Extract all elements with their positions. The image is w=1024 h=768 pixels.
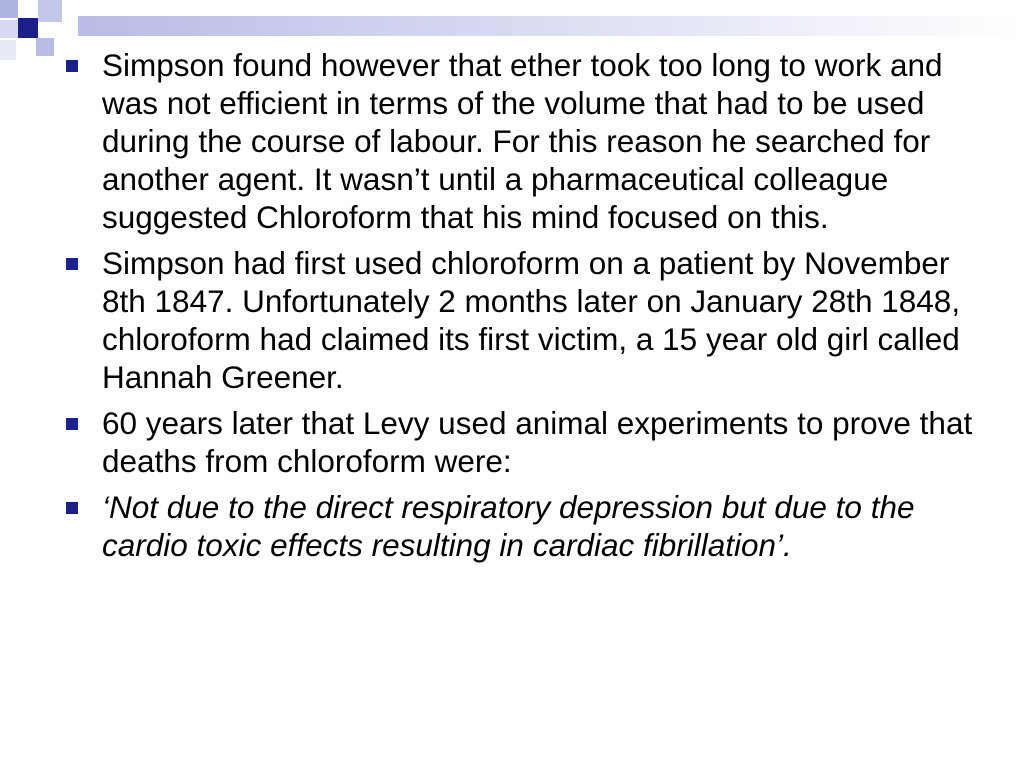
decor-square-accent <box>18 18 38 38</box>
decor-square <box>36 38 54 56</box>
header-gradient-bar <box>78 16 1024 36</box>
bullet-text-quote: ‘Not due to the direct respiratory depression but due to the cardio toxic effects resulting in cardiac fibrillation’. <box>102 489 915 563</box>
square-bullet-icon <box>66 60 78 72</box>
bullet-text: 60 years later that Levy used animal experiments to prove that deaths from chloroform were: <box>102 405 973 479</box>
decor-square <box>18 0 36 18</box>
decor-square <box>38 0 62 22</box>
decor-square <box>0 40 16 60</box>
bullet-list <box>62 46 992 572</box>
bullet-item <box>62 404 992 480</box>
square-bullet-icon <box>66 258 78 270</box>
bullet-item <box>62 46 992 236</box>
bullet-item <box>62 488 992 564</box>
square-bullet-icon <box>66 502 78 514</box>
bullet-item <box>62 244 992 396</box>
bullet-text: Simpson found however that ether took too long to work and was not efficient in terms of the volume that had to be used during the course of labour. For this reason he searched for another agent. It wasn’t until a pharmaceutical colleague suggested Chloroform that his mind focused on this. <box>102 47 943 235</box>
decor-square <box>0 20 18 38</box>
square-bullet-icon <box>66 418 78 430</box>
decor-square <box>0 0 18 18</box>
bullet-text: Simpson had first used chloroform on a patient by November 8th 1847. Unfortunately 2 months later on January 28th 1848, chloroform had claimed its first victim, a 15 year old girl called Hannah Greener. <box>102 245 961 395</box>
